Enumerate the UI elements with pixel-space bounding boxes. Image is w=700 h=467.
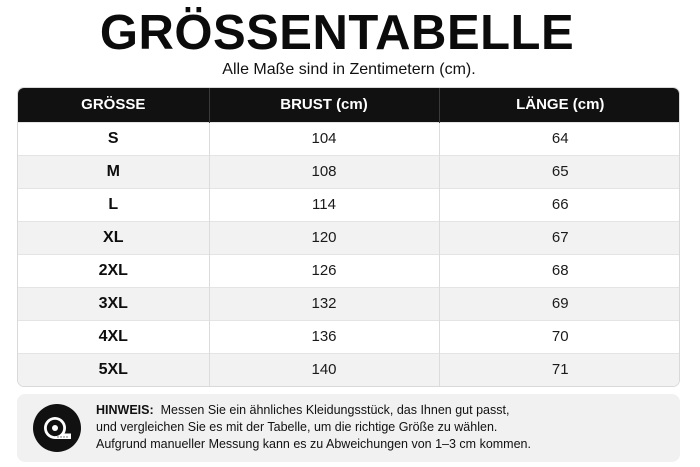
chest-cell: 108	[209, 155, 439, 188]
size-table-body	[18, 122, 680, 386]
size-table	[18, 88, 680, 386]
note-line-2: und vergleichen Sie es mit der Tabelle, um die richtige Größe zu wählen.	[96, 420, 498, 434]
header-length: LÄNGE (cm)	[516, 96, 605, 114]
table-row	[18, 122, 680, 155]
chest-cell: 132	[209, 287, 439, 320]
size-cell: 3XL	[18, 287, 209, 320]
length-cell: 69	[439, 287, 680, 320]
size-cell: L	[18, 188, 209, 221]
chest-cell: 120	[209, 221, 439, 254]
table-row	[18, 188, 680, 221]
length-cell: 68	[439, 254, 680, 287]
size-table-header	[18, 88, 680, 122]
chest-cell: 126	[209, 254, 439, 287]
chest-cell: 136	[209, 320, 439, 353]
size-cell: M	[18, 155, 209, 188]
size-cell: 4XL	[18, 320, 209, 353]
header-row	[18, 88, 680, 122]
size-cell: S	[18, 122, 209, 155]
table-row	[18, 155, 680, 188]
length-cell: 65	[439, 155, 680, 188]
size-cell: 5XL	[18, 353, 209, 386]
length-cell: 67	[439, 221, 680, 254]
chest-cell: 104	[209, 122, 439, 155]
header-chest: BRUST (cm)	[209, 88, 439, 122]
note-label: HINWEIS:	[96, 403, 154, 417]
measuring-tape-icon	[33, 404, 81, 452]
note-box	[17, 394, 680, 462]
chest-cell: 114	[209, 188, 439, 221]
length-cell: 66	[439, 188, 680, 221]
page-subtitle: Alle Maße sind in Zentimetern (cm).	[222, 61, 476, 78]
note-text	[96, 402, 671, 453]
length-cell: 70	[439, 320, 680, 353]
note-line-1	[96, 402, 671, 419]
note-line-3: Aufgrund manueller Messung kann es zu Abweichungen von 1–3 cm kommen.	[96, 437, 531, 451]
table-row	[18, 320, 680, 353]
note-line-1-text: Messen Sie ein ähnliches Kleidungsstück, das Ihnen gut passt,	[160, 403, 510, 417]
size-cell: 2XL	[18, 254, 209, 287]
size-cell: XL	[18, 221, 209, 254]
table-row	[18, 287, 680, 320]
length-cell: 64	[439, 122, 680, 155]
table-row	[18, 221, 680, 254]
table-row	[18, 254, 680, 287]
header-size: GRÖSSE	[18, 88, 209, 122]
table-row	[18, 353, 680, 386]
length-cell: 71	[439, 353, 680, 386]
size-table-container	[17, 87, 680, 387]
chest-cell: 140	[209, 353, 439, 386]
page-title: GRÖSSENTABELLE	[99, 6, 575, 60]
